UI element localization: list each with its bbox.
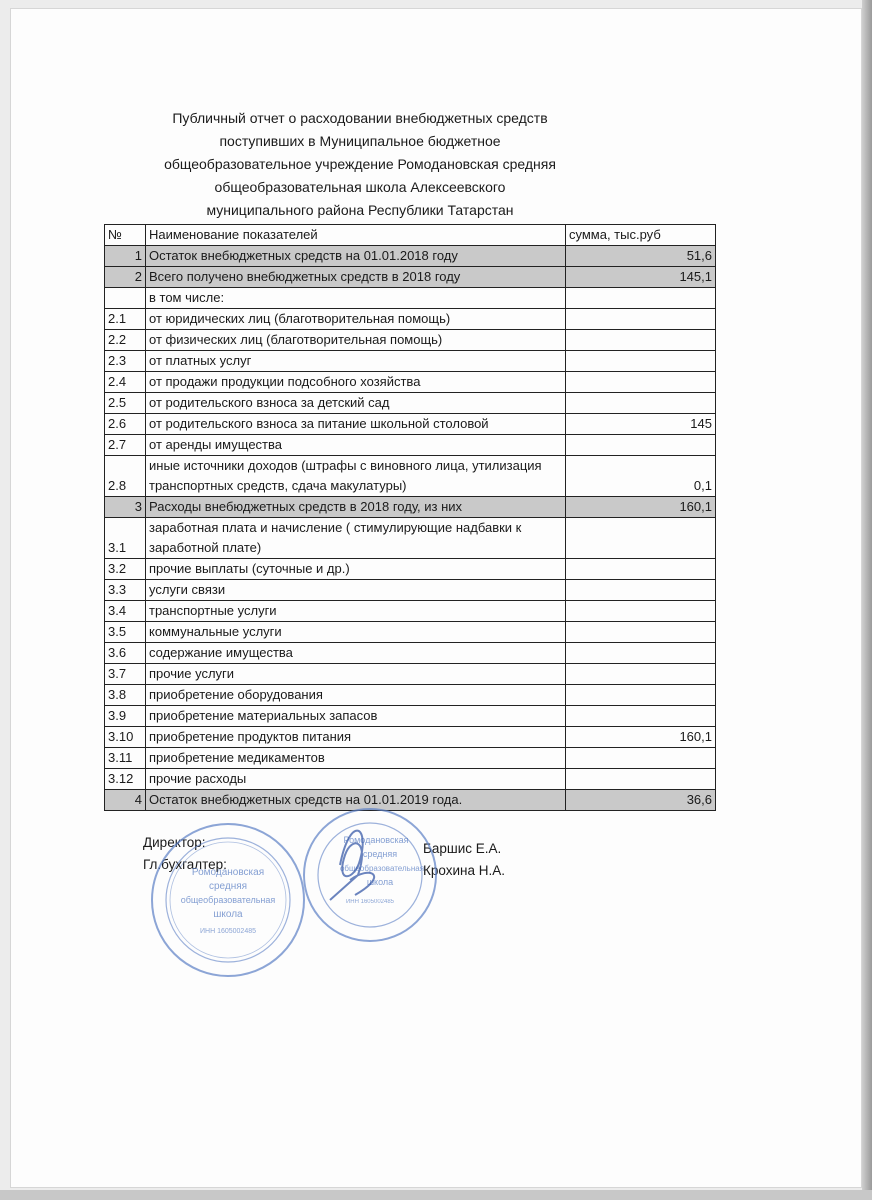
row-name: от родительского взноса за детский сад <box>146 393 566 414</box>
row-name: транспортные услуги <box>146 601 566 622</box>
row-number: 3.7 <box>105 664 146 685</box>
row-name: содержание имущества <box>146 643 566 664</box>
seal-icon <box>148 820 308 980</box>
row-number: 3.4 <box>105 601 146 622</box>
table-row <box>105 580 716 601</box>
row-number: 3.2 <box>105 559 146 580</box>
row-sum <box>566 309 716 330</box>
title-line: муниципального района Республики Татарстан <box>206 202 514 218</box>
table-row <box>105 622 716 643</box>
stamp-text: средняя <box>362 849 398 859</box>
row-number: 3 <box>105 497 146 518</box>
row-name: в том числе: <box>146 288 566 309</box>
table-row <box>105 246 716 267</box>
table-row <box>105 414 716 435</box>
row-name: от аренды имущества <box>146 435 566 456</box>
director-label: Директор: <box>143 835 206 850</box>
row-sum <box>566 518 716 559</box>
table-row <box>105 685 716 706</box>
row-number: 2.2 <box>105 330 146 351</box>
stamp-text: ИНН 1605002485 <box>345 899 395 905</box>
row-number: 2.4 <box>105 372 146 393</box>
row-name: прочие расходы <box>146 769 566 790</box>
row-name: приобретение медикаментов <box>146 748 566 769</box>
row-name: прочие услуги <box>146 664 566 685</box>
row-name: услуги связи <box>146 580 566 601</box>
stamp-text: Ромодановская <box>343 835 409 845</box>
row-number: 2.6 <box>105 414 146 435</box>
row-sum <box>566 748 716 769</box>
table-row <box>105 309 716 330</box>
row-name: иные источники доходов (штрафы с виновного лица, утилизация транспортных средств, сдача макулатуры) <box>146 456 566 497</box>
row-sum: 145,1 <box>566 267 716 288</box>
title-line: общеобразовательное учреждение Ромодановская средняя <box>164 156 556 172</box>
row-name: от юридических лиц (благотворительная помощь) <box>146 309 566 330</box>
stamp-text: общеобразовательная <box>180 895 276 905</box>
row-number: 2.5 <box>105 393 146 414</box>
row-name: от платных услуг <box>146 351 566 372</box>
row-sum: 145 <box>566 414 716 435</box>
header-no: № <box>105 225 146 246</box>
row-number: 3.3 <box>105 580 146 601</box>
table-row <box>105 435 716 456</box>
row-number: 3.8 <box>105 685 146 706</box>
title-line: Публичный отчет о расходовании внебюджетных средств <box>172 110 548 126</box>
row-sum <box>566 706 716 727</box>
row-sum: 36,6 <box>566 790 716 811</box>
row-number: 2 <box>105 267 146 288</box>
table-row <box>105 748 716 769</box>
table-row <box>105 456 716 497</box>
accountant-label: Гл.бухгалтер: <box>143 857 227 872</box>
row-name: от физических лиц (благотворительная помощь) <box>146 330 566 351</box>
row-name: приобретение оборудования <box>146 685 566 706</box>
table-row <box>105 559 716 580</box>
row-sum <box>566 435 716 456</box>
seal-icon <box>300 805 440 945</box>
row-sum <box>566 622 716 643</box>
stamp-text: школа <box>213 909 243 920</box>
row-number: 4 <box>105 790 146 811</box>
accountant-name: Крохина Н.А. <box>423 863 505 878</box>
row-sum <box>566 351 716 372</box>
row-number: 3.9 <box>105 706 146 727</box>
row-number: 2.1 <box>105 309 146 330</box>
row-name: коммунальные услуги <box>146 622 566 643</box>
table-row <box>105 769 716 790</box>
row-sum <box>566 330 716 351</box>
row-sum: 160,1 <box>566 497 716 518</box>
row-sum <box>566 580 716 601</box>
row-sum <box>566 664 716 685</box>
row-sum <box>566 372 716 393</box>
scan-edge-right <box>862 0 872 1200</box>
row-sum: 160,1 <box>566 727 716 748</box>
table-row <box>105 727 716 748</box>
table-row <box>105 288 716 309</box>
stamp-text: общеобразовательная <box>339 864 425 873</box>
row-number: 3.5 <box>105 622 146 643</box>
table-row <box>105 393 716 414</box>
table-row <box>105 664 716 685</box>
stamp-text: средняя <box>208 881 248 892</box>
row-number: 3.12 <box>105 769 146 790</box>
stamp-text: школа <box>366 877 394 887</box>
expense-table <box>104 224 716 811</box>
row-name: приобретение материальных запасов <box>146 706 566 727</box>
row-number: 1 <box>105 246 146 267</box>
row-name: заработная плата и начисление ( стимулирующие надбавки к заработной плате) <box>146 518 566 559</box>
table-row <box>105 643 716 664</box>
table-row <box>105 518 716 559</box>
header-sum: сумма, тыс.руб <box>566 225 716 246</box>
header-name: Наименование показателей <box>146 225 566 246</box>
row-name: от родительского взноса за питание школьной столовой <box>146 414 566 435</box>
table-row <box>105 706 716 727</box>
row-sum <box>566 393 716 414</box>
table-row <box>105 497 716 518</box>
row-name: Всего получено внебюджетных средств в 2018 году <box>146 267 566 288</box>
row-name: от продажи продукции подсобного хозяйства <box>146 372 566 393</box>
row-sum <box>566 769 716 790</box>
row-sum <box>566 685 716 706</box>
table-row <box>105 601 716 622</box>
row-number: 3.6 <box>105 643 146 664</box>
row-number: 3.10 <box>105 727 146 748</box>
row-sum: 0,1 <box>566 456 716 497</box>
table-row <box>105 351 716 372</box>
row-number: 2.8 <box>105 456 146 497</box>
row-sum <box>566 601 716 622</box>
row-name: Остаток внебюджетных средств на 01.01.2018 году <box>146 246 566 267</box>
director-name: Баршис Е.А. <box>423 841 502 856</box>
table-row <box>105 372 716 393</box>
seal-stamp-2 <box>300 805 440 945</box>
row-number: 2.7 <box>105 435 146 456</box>
row-number: 3.1 <box>105 518 146 559</box>
row-number: 3.11 <box>105 748 146 769</box>
report-title <box>130 107 590 222</box>
row-sum <box>566 643 716 664</box>
title-line: общеобразовательная школа Алексеевского <box>214 179 506 195</box>
row-number: 2.3 <box>105 351 146 372</box>
row-name: прочие выплаты (суточные и др.) <box>146 559 566 580</box>
table-row <box>105 267 716 288</box>
row-sum: 51,6 <box>566 246 716 267</box>
scan-edge-bottom <box>0 1190 872 1200</box>
row-name: Расходы внебюджетных средств в 2018 году, из них <box>146 497 566 518</box>
table-header-row <box>105 225 716 246</box>
row-number <box>105 288 146 309</box>
title-line: поступивших в Муниципальное бюджетное <box>219 133 501 149</box>
table-row <box>105 330 716 351</box>
row-sum <box>566 288 716 309</box>
seal-stamp-1 <box>148 820 308 980</box>
row-sum <box>566 559 716 580</box>
row-name: Остаток внебюджетных средств на 01.01.2019 года. <box>146 790 566 811</box>
stamp-text: ИНН 1605002485 <box>199 928 257 935</box>
row-name: приобретение продуктов питания <box>146 727 566 748</box>
stamp-text: Ромодановская <box>191 867 265 878</box>
